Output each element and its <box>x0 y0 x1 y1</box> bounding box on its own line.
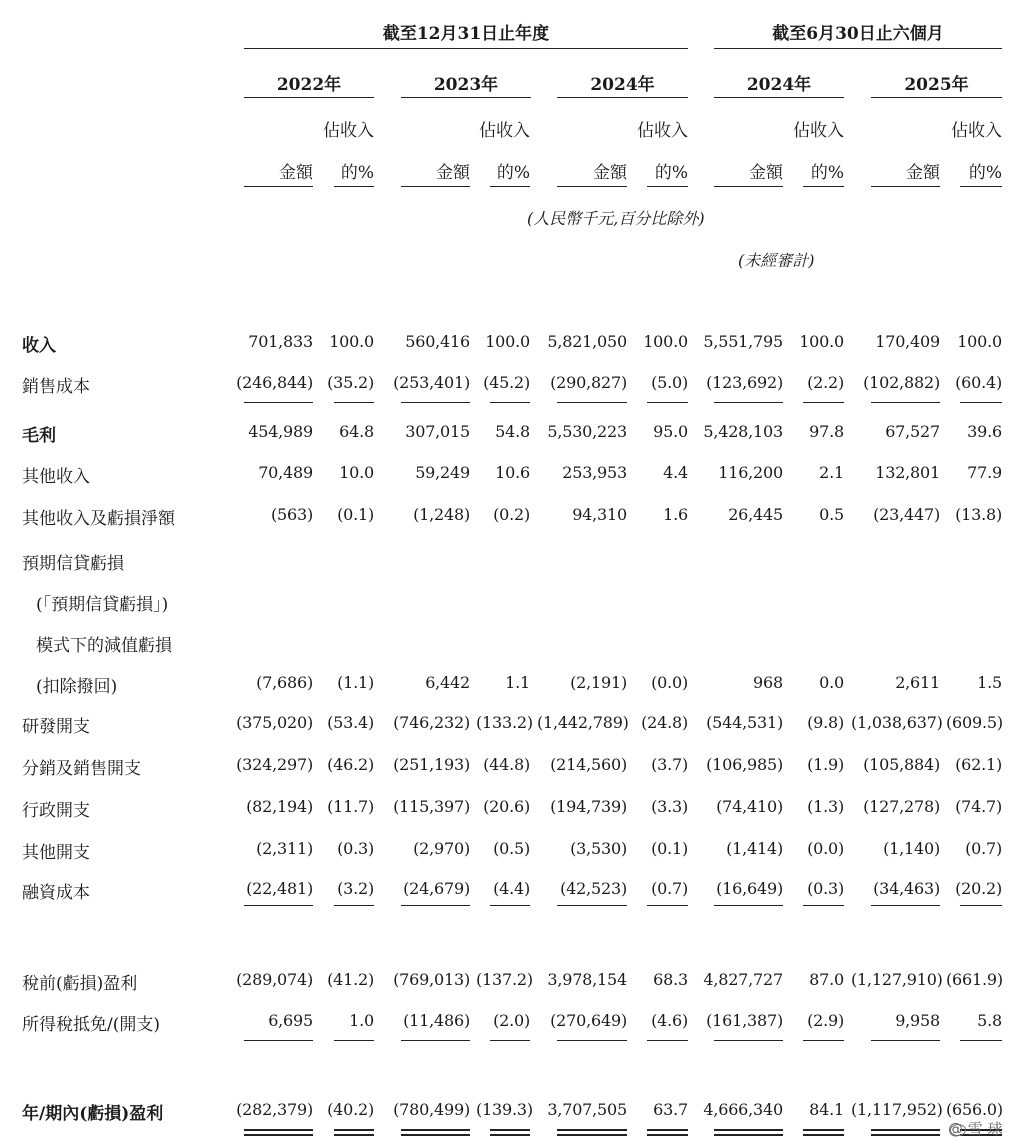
pct-cell: (74.7) <box>955 797 1002 816</box>
subtotal-rule <box>960 1040 1002 1041</box>
amount-cell: 2,611 <box>895 673 940 692</box>
amount-cell: (106,985) <box>706 755 783 774</box>
amount-cell: (214,560) <box>550 755 627 774</box>
pct-cell: (3.2) <box>337 879 374 898</box>
pct-cell: (24.8) <box>641 713 688 732</box>
pct-cell: 10.6 <box>495 463 530 482</box>
pct-cell: 100.0 <box>957 332 1002 351</box>
amount-cell: 5,428,103 <box>703 422 783 441</box>
pct-cell: 0.5 <box>819 505 844 524</box>
subtotal-rule <box>647 905 688 906</box>
amount-cell: 5,821,050 <box>547 332 627 351</box>
year-rule <box>714 97 844 98</box>
amount-header: 金額 <box>279 163 313 183</box>
pct-cell: (40.2) <box>327 1100 374 1119</box>
pct-cell: (656.0) <box>946 1100 1003 1119</box>
group-rule-half <box>714 48 1002 49</box>
pct-cell: (0.1) <box>651 839 688 858</box>
row-label: (扣除撥回) <box>36 677 118 697</box>
subtotal-rule <box>803 905 844 906</box>
row-label: 其他收入及虧損淨額 <box>22 509 175 529</box>
amount-cell: (2,970) <box>413 839 470 858</box>
pct-header-line2: 的% <box>340 163 374 183</box>
subtotal-rule <box>803 402 844 403</box>
amount-cell: 5,530,223 <box>547 422 627 441</box>
pct-header-rule <box>647 186 688 187</box>
amount-cell: (11,486) <box>403 1011 470 1030</box>
amount-cell: 5,551,795 <box>703 332 783 351</box>
subtotal-rule <box>557 1040 627 1041</box>
subtotal-rule <box>490 905 530 906</box>
amount-cell: 307,015 <box>405 422 470 441</box>
row-label: 行政開支 <box>22 801 90 821</box>
pct-cell: (62.1) <box>955 755 1002 774</box>
pct-header-line1: 佔收入 <box>951 121 1002 141</box>
amount-cell: 94,310 <box>572 505 627 524</box>
pct-cell: (5.0) <box>651 373 688 392</box>
year-rule <box>557 97 688 98</box>
pct-cell: (44.8) <box>483 755 530 774</box>
row-label: 稅前(虧損)盈利 <box>22 974 138 994</box>
amount-cell: (1,140) <box>883 839 940 858</box>
pct-cell: (20.6) <box>483 797 530 816</box>
row-label: 所得稅抵免/(開支) <box>22 1015 160 1035</box>
subtotal-rule <box>334 1040 374 1041</box>
pct-header-line1: 佔收入 <box>479 121 530 141</box>
subtotal-rule <box>334 402 374 403</box>
amount-cell: (123,692) <box>706 373 783 392</box>
amount-cell: (544,531) <box>706 713 783 732</box>
amount-cell: 132,801 <box>875 463 940 482</box>
amount-cell: 701,833 <box>248 332 313 351</box>
amount-header: 金額 <box>749 163 783 183</box>
row-label: 融資成本 <box>22 883 90 903</box>
total-double-rule <box>334 1129 374 1136</box>
amount-header-rule <box>714 186 783 187</box>
amount-cell: 67,527 <box>885 422 940 441</box>
row-label: 其他收入 <box>22 467 90 487</box>
amount-cell: 6,442 <box>425 673 470 692</box>
amount-cell: (746,232) <box>393 713 470 732</box>
subtotal-rule <box>647 1040 688 1041</box>
pct-cell: (0.0) <box>651 673 688 692</box>
amount-cell: (1,414) <box>726 839 783 858</box>
row-label: 預期信貸虧損 <box>22 554 124 574</box>
year-header: 2025年 <box>904 75 969 95</box>
pct-cell: 68.3 <box>653 970 688 989</box>
pct-cell: (0.3) <box>337 839 374 858</box>
row-label: 模式下的減值虧損 <box>36 636 172 656</box>
amount-cell: (270,649) <box>550 1011 627 1030</box>
pct-cell: 2.1 <box>819 463 844 482</box>
amount-cell: 59,249 <box>415 463 470 482</box>
pct-cell: (60.4) <box>955 373 1002 392</box>
amount-cell: (563) <box>270 505 313 524</box>
total-double-rule <box>490 1129 530 1136</box>
group-header-annual: 截至12月31日止年度 <box>382 24 550 44</box>
pct-cell: (1.9) <box>807 755 844 774</box>
amount-cell: 253,953 <box>562 463 627 482</box>
amount-cell: (780,499) <box>393 1100 470 1119</box>
year-header: 2022年 <box>276 75 342 95</box>
amount-cell: 170,409 <box>875 332 940 351</box>
amount-cell: (253,401) <box>393 373 470 392</box>
pct-cell: 1.0 <box>349 1011 374 1030</box>
pct-cell: 5.8 <box>977 1011 1002 1030</box>
amount-cell: (105,884) <box>863 755 940 774</box>
pct-cell: 1.1 <box>505 673 530 692</box>
pct-cell: 95.0 <box>653 422 688 441</box>
amount-cell: 9,958 <box>895 1011 940 1030</box>
pct-header-line2: 的% <box>968 163 1002 183</box>
pct-cell: 100.0 <box>643 332 688 351</box>
pct-cell: 0.0 <box>819 673 844 692</box>
amount-cell: (16,649) <box>716 879 783 898</box>
subtotal-rule <box>714 905 783 906</box>
subtotal-rule <box>244 1040 313 1041</box>
amount-cell: (251,193) <box>393 755 470 774</box>
pct-header-line1: 佔收入 <box>323 121 374 141</box>
total-double-rule <box>714 1129 783 1136</box>
amount-cell: 454,989 <box>248 422 313 441</box>
pct-cell: (137.2) <box>476 970 533 989</box>
watermark: @ 雪 球 <box>948 1120 1003 1138</box>
subtotal-rule <box>490 402 530 403</box>
amount-cell: (34,463) <box>873 879 940 898</box>
amount-cell: (769,013) <box>393 970 470 989</box>
year-header: 2024年 <box>746 75 812 95</box>
pct-header-rule <box>960 186 1002 187</box>
amount-header-rule <box>871 186 940 187</box>
amount-cell: 560,416 <box>405 332 470 351</box>
amount-cell: (24,679) <box>403 879 470 898</box>
row-label: 毛利 <box>22 426 56 446</box>
amount-cell: (375,020) <box>236 713 313 732</box>
pct-header-line2: 的% <box>810 163 844 183</box>
pct-cell: (609.5) <box>946 713 1003 732</box>
pct-cell: (3.3) <box>651 797 688 816</box>
subtotal-rule <box>401 1040 470 1041</box>
pct-cell: (11.7) <box>327 797 374 816</box>
pct-cell: (0.1) <box>337 505 374 524</box>
row-label: 研發開支 <box>22 717 90 737</box>
amount-cell: (74,410) <box>716 797 783 816</box>
total-double-rule <box>401 1129 470 1136</box>
pct-cell: 87.0 <box>809 970 844 989</box>
pct-cell: (2.0) <box>493 1011 530 1030</box>
pct-cell: 1.6 <box>663 505 688 524</box>
amount-cell: (1,127,910) <box>851 970 943 989</box>
pct-cell: (2.2) <box>807 373 844 392</box>
amount-cell: 4,827,727 <box>703 970 783 989</box>
subtotal-rule <box>714 1040 783 1041</box>
pct-cell: (4.4) <box>493 879 530 898</box>
year-rule <box>244 97 374 98</box>
amount-cell: (290,827) <box>550 373 627 392</box>
pct-cell: 84.1 <box>809 1100 844 1119</box>
total-double-rule <box>647 1129 688 1136</box>
total-double-rule <box>244 1129 313 1136</box>
subtotal-rule <box>871 402 940 403</box>
amount-cell: 70,489 <box>258 463 313 482</box>
amount-cell: (115,397) <box>393 797 470 816</box>
amount-cell: (282,379) <box>236 1100 313 1119</box>
pct-cell: (133.2) <box>476 713 533 732</box>
pct-cell: (0.7) <box>965 839 1002 858</box>
pct-cell: (46.2) <box>327 755 374 774</box>
amount-header-rule <box>401 186 470 187</box>
unit-note: (人民幣千元,百分比除外) <box>527 209 705 228</box>
pct-cell: (41.2) <box>327 970 374 989</box>
row-label: 分銷及銷售開支 <box>22 759 141 779</box>
pct-cell: 64.8 <box>339 422 374 441</box>
amount-cell: (246,844) <box>236 373 313 392</box>
pct-cell: (0.2) <box>493 505 530 524</box>
amount-cell: (23,447) <box>873 505 940 524</box>
amount-cell: (1,248) <box>413 505 470 524</box>
subtotal-rule <box>714 402 783 403</box>
amount-cell: 4,666,340 <box>703 1100 783 1119</box>
amount-header: 金額 <box>906 163 940 183</box>
amount-cell: (1,038,637) <box>851 713 943 732</box>
total-double-rule <box>871 1129 940 1136</box>
subtotal-rule <box>401 402 470 403</box>
pct-cell: (20.2) <box>955 879 1002 898</box>
amount-cell: (2,311) <box>256 839 313 858</box>
total-double-rule <box>557 1129 627 1136</box>
subtotal-rule <box>334 905 374 906</box>
subtotal-rule <box>871 1040 940 1041</box>
pct-cell: 100.0 <box>485 332 530 351</box>
group-header-half: 截至6月30日止六個月 <box>772 24 944 44</box>
amount-cell: (1,442,789) <box>537 713 629 732</box>
row-label: 收入 <box>22 336 56 356</box>
pct-cell: 63.7 <box>653 1100 688 1119</box>
pct-header-line2: 的% <box>654 163 688 183</box>
pct-cell: (0.5) <box>493 839 530 858</box>
group-rule-annual <box>244 48 688 49</box>
amount-cell: (82,194) <box>246 797 313 816</box>
amount-header-rule <box>244 186 313 187</box>
row-label: 年/期內(虧損)盈利 <box>22 1104 164 1124</box>
pct-cell: 39.6 <box>967 422 1002 441</box>
pct-header-line1: 佔收入 <box>637 121 688 141</box>
subtotal-rule <box>244 905 313 906</box>
amount-cell: (3,530) <box>570 839 627 858</box>
pct-cell: (0.3) <box>807 879 844 898</box>
pct-cell: (2.9) <box>807 1011 844 1030</box>
pct-cell: (13.8) <box>955 505 1002 524</box>
pct-cell: 100.0 <box>329 332 374 351</box>
pct-cell: 77.9 <box>967 463 1002 482</box>
amount-cell: 3,707,505 <box>547 1100 627 1119</box>
amount-cell: 968 <box>753 673 783 692</box>
amount-cell: (1,117,952) <box>851 1100 943 1119</box>
subtotal-rule <box>557 905 627 906</box>
pct-cell: 10.0 <box>339 463 374 482</box>
amount-cell: (2,191) <box>570 673 627 692</box>
subtotal-rule <box>960 905 1002 906</box>
amount-cell: 6,695 <box>268 1011 313 1030</box>
year-header: 2023年 <box>433 75 499 95</box>
pct-cell: (1.1) <box>337 673 374 692</box>
pct-cell: (0.0) <box>807 839 844 858</box>
pct-header-line2: 的% <box>496 163 530 183</box>
subtotal-rule <box>401 905 470 906</box>
amount-cell: (194,739) <box>550 797 627 816</box>
subtotal-rule <box>244 402 313 403</box>
amount-cell: (289,074) <box>236 970 313 989</box>
amount-cell: (324,297) <box>236 755 313 774</box>
pct-cell: (661.9) <box>946 970 1003 989</box>
amount-cell: (7,686) <box>256 673 313 692</box>
subtotal-rule <box>490 1040 530 1041</box>
pct-cell: (9.8) <box>807 713 844 732</box>
amount-cell: (161,387) <box>706 1011 783 1030</box>
pct-cell: (45.2) <box>483 373 530 392</box>
pct-cell: 100.0 <box>799 332 844 351</box>
pct-cell: 4.4 <box>663 463 688 482</box>
unaudited-note: (未經審計) <box>738 251 815 270</box>
pct-cell: 54.8 <box>495 422 530 441</box>
amount-cell: 26,445 <box>728 505 783 524</box>
pct-cell: (53.4) <box>327 713 374 732</box>
pct-header-rule <box>490 186 530 187</box>
subtotal-rule <box>647 402 688 403</box>
amount-header: 金額 <box>593 163 627 183</box>
year-rule <box>871 97 1002 98</box>
amount-cell: (22,481) <box>246 879 313 898</box>
amount-cell: 3,978,154 <box>547 970 627 989</box>
amount-header-rule <box>557 186 627 187</box>
amount-cell: 116,200 <box>718 463 783 482</box>
row-label: 其他開支 <box>22 843 90 863</box>
amount-cell: (42,523) <box>560 879 627 898</box>
amount-cell: (102,882) <box>863 373 940 392</box>
subtotal-rule <box>557 402 627 403</box>
row-label: 銷售成本 <box>22 377 90 397</box>
amount-cell: (127,278) <box>863 797 940 816</box>
subtotal-rule <box>871 905 940 906</box>
subtotal-rule <box>960 402 1002 403</box>
year-rule <box>401 97 531 98</box>
pct-cell: (0.7) <box>651 879 688 898</box>
pct-cell: 97.8 <box>809 422 844 441</box>
pct-cell: (3.7) <box>651 755 688 774</box>
year-header: 2024年 <box>590 75 655 95</box>
pct-cell: (35.2) <box>327 373 374 392</box>
pct-header-rule <box>803 186 844 187</box>
amount-header: 金額 <box>436 163 470 183</box>
pct-cell: 1.5 <box>977 673 1002 692</box>
pct-cell: (1.3) <box>807 797 844 816</box>
subtotal-rule <box>803 1040 844 1041</box>
pct-header-line1: 佔收入 <box>793 121 844 141</box>
pct-cell: (4.6) <box>651 1011 688 1030</box>
total-double-rule <box>803 1129 844 1136</box>
row-label: (「預期信貸虧損」) <box>36 595 169 615</box>
pct-header-rule <box>334 186 374 187</box>
pct-cell: (139.3) <box>476 1100 533 1119</box>
